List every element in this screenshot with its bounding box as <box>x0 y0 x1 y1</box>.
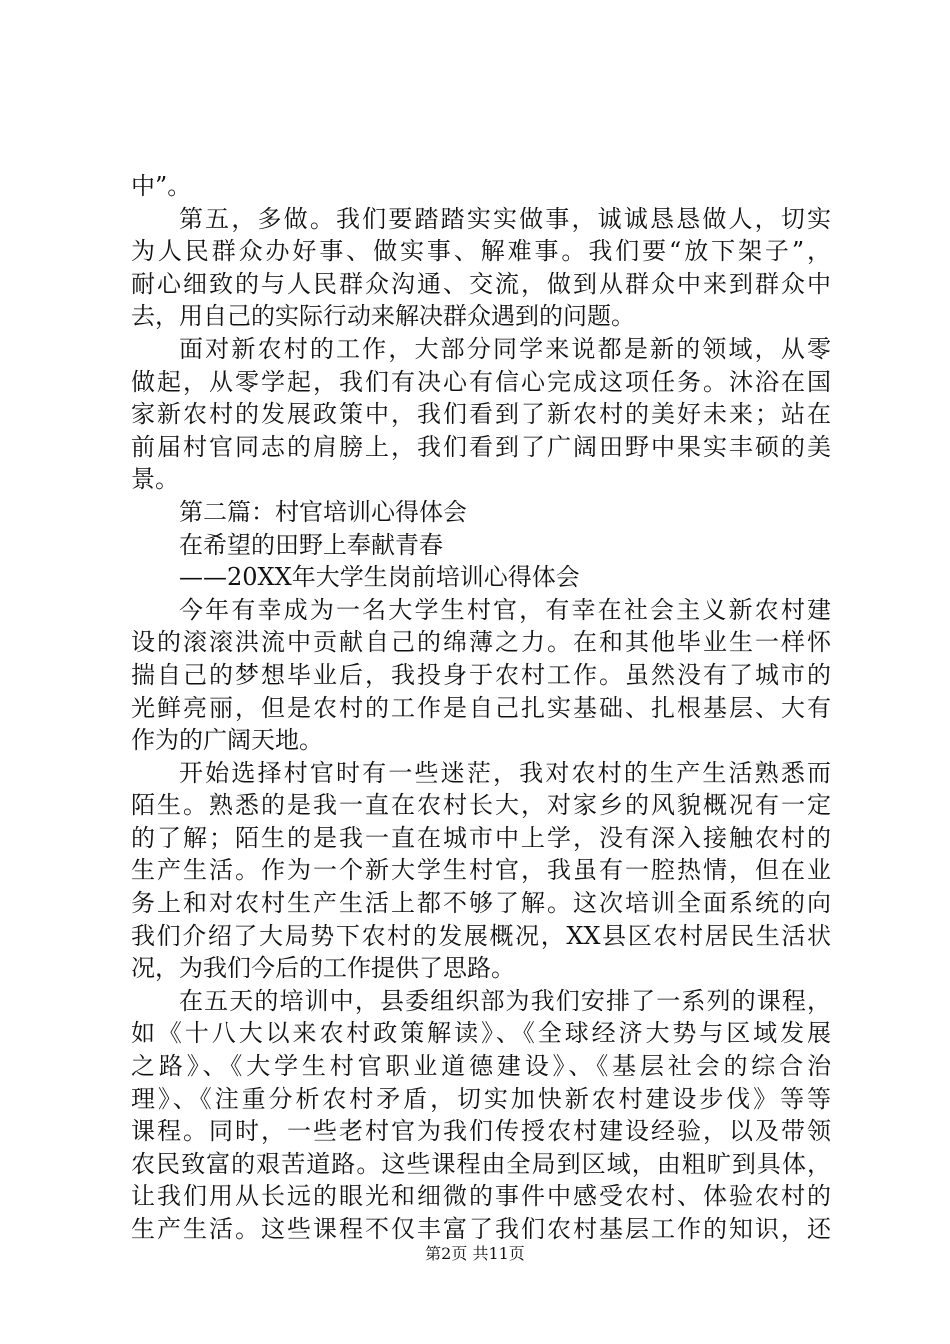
text-line: 第二篇：村官培训心得体会 <box>179 497 467 526</box>
text-line: 揣自己的梦想毕业后，我投身于农村工作。虽然没有了城市的 <box>131 660 831 689</box>
text-line: 前届村官同志的肩膀上，我们看到了广阔田野中果实丰硕的美 <box>131 432 831 461</box>
text-line: 面对新农村的工作，大部分同学来说都是新的领域，从零 <box>179 334 831 363</box>
text-line: 农民致富的艰苦道路。这些课程由全局到区域，由粗旷到具体， <box>131 1149 831 1178</box>
page-number: 第2页 共11页 <box>425 1244 525 1263</box>
text-line: 设的滚滚洪流中贡献自己的绵薄之力。在和其他毕业生一样怀 <box>131 628 831 657</box>
text-line: 在五天的培训中，县委组织部为我们安排了一系列的课程， <box>179 986 831 1015</box>
text-line: 作为的广阔天地。 <box>131 726 323 755</box>
text-line: 去，用自己的实际行动来解决群众遇到的问题。 <box>131 302 635 331</box>
text-line: 中”。 <box>131 172 192 200</box>
text-line: 陌生。熟悉的是我一直在农村长大，对家乡的风貌概况有一定 <box>131 791 831 820</box>
text-line: 如《十八大以来农村政策解读》、《全球经济大势与区域发展 <box>131 1019 831 1048</box>
text-line: 今年有幸成为一名大学生村官，有幸在社会主义新农村建 <box>179 595 831 624</box>
text-line: 光鲜亮丽，但是农村的工作是自己扎实基础、扎根基层、大有 <box>131 693 831 722</box>
text-line: 况，为我们今后的工作提供了思路。 <box>131 954 515 983</box>
text-line: 做起，从零学起，我们有决心有信心完成这项任务。沐浴在国 <box>131 367 831 396</box>
text-line: 之路》、《大学生村官职业道德建设》、《基层社会的综合治 <box>131 1052 831 1081</box>
text-line: 务上和对农村生产生活上都不够了解。这次培训全面系统的向 <box>131 889 831 918</box>
text-line: 我们介绍了大局势下农村的发展概况，XX县区农村居民生活状 <box>131 921 831 950</box>
page-footer <box>0 1244 950 1264</box>
text-line: 让我们用从长远的眼光和细微的事件中感受农村、体验农村的 <box>131 1182 831 1211</box>
text-line: 第五，多做。我们要踏踏实实做事，诚诚恳恳做人，切实 <box>179 204 831 233</box>
text-line: 耐心细致的与人民群众沟通、交流，做到从群众中来到群众中 <box>131 269 831 298</box>
text-line: 景。 <box>131 465 179 494</box>
text-line: 的了解；陌生的是我一直在城市中上学，没有深入接触农村的 <box>131 823 831 852</box>
text-line: 为人民群众办好事、做实事、解难事。我们要“放下架子”， <box>131 237 831 266</box>
text-line: 生产生活。作为一个新大学生村官，我虽有一腔热情，但在业 <box>131 856 831 885</box>
text-line: 家新农村的发展政策中，我们看到了新农村的美好未来；站在 <box>131 400 831 429</box>
text-line: 在希望的田野上奉献青春 <box>179 530 443 559</box>
text-line: 课程。同时，一些老村官为我们传授农村建设经验，以及带领 <box>131 1117 831 1146</box>
body-text <box>131 170 831 1246</box>
text-line: ——20XX年大学生岗前培训心得体会 <box>179 563 580 592</box>
text-line: 理》、《注重分析农村矛盾，切实加快新农村建设步伐》等等 <box>131 1084 831 1113</box>
text-line: 开始选择村官时有一些迷茫，我对农村的生产生活熟悉而 <box>179 758 831 787</box>
text-line: 生产生活。这些课程不仅丰富了我们农村基层工作的知识，还 <box>131 1215 831 1243</box>
